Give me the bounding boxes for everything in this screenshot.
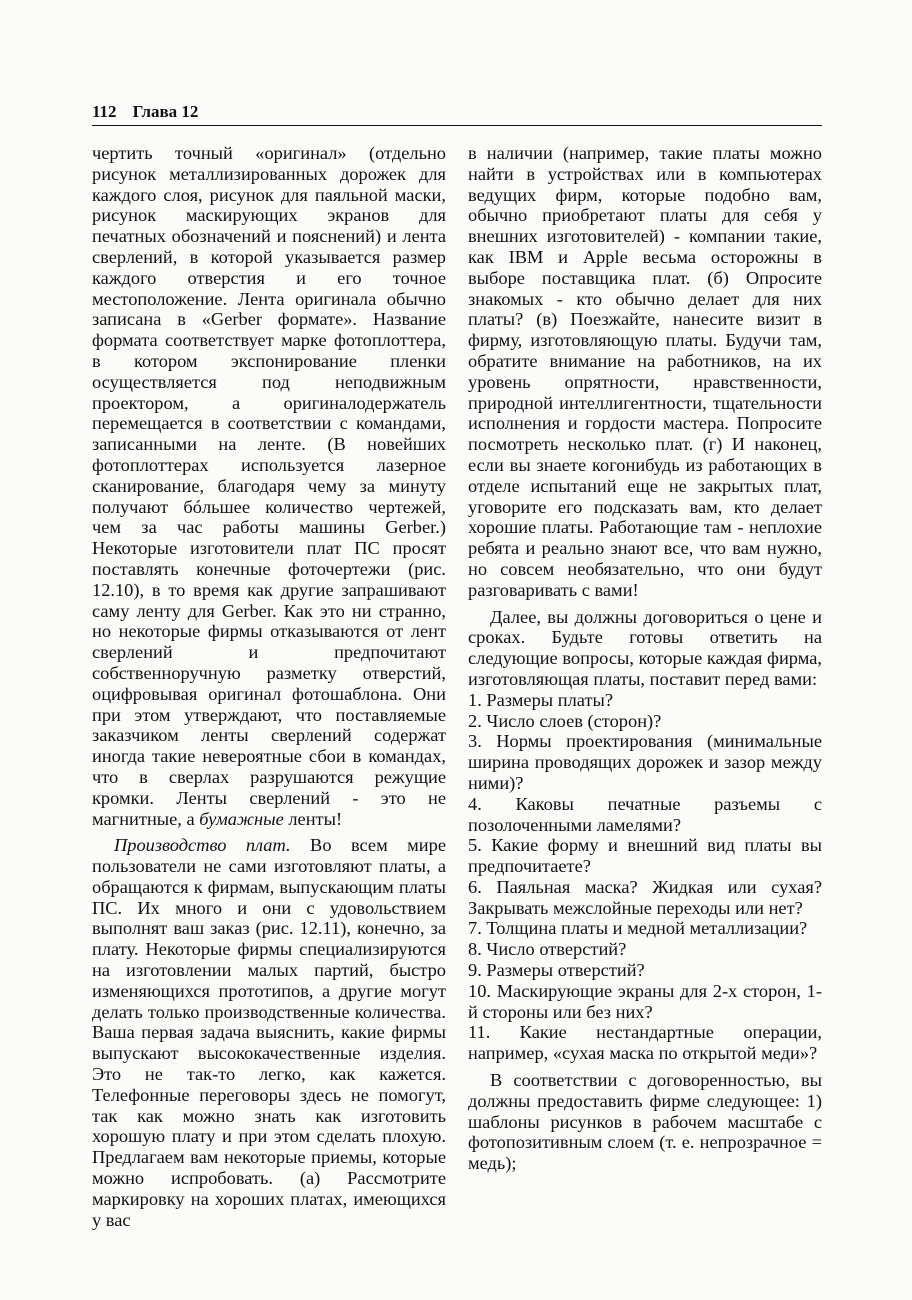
header-rule [92, 125, 822, 126]
list-item: 8. Число отверстий? [468, 939, 627, 960]
list-item: 4. Каковы печатные разъемы с позолоченными ламелями? [468, 793, 822, 835]
paragraph: В соответствии с договоренностью, вы должны предоставить фирме следующее: 1) шаблоны рисунков в рабочем масштабе с фотопозитивным слоем (т. е. непрозрачное = медь); [468, 1070, 822, 1174]
paragraph-text: чертить точный «оригинал» (отдельно рисунок металлизированных дорожек для каждого слоя, рисунок для паяльной маски, рисунок маскирующих экранов для печатных обозначений и пояснений) и лента сверлений, в которой указывается размер каждого отверстия и его точное местоположение. Лента оригинала обычно записана в «Gerber формате». Название формата соответствует марке фотоплоттера, в котором экспонирование пленки осуществляется под неподвижным проектором, а оригиналодержатель перемещается в соответствии с командами, записанными на ленте. (В новейших фотоплоттерах используется лазерное сканирование, благодаря чему за минуту получают бóльшее количество чертежей, чем за час работы машины Gerber.) Некоторые изготовители плат ПС просят поставлять конечные фоточертежи (рис. 12.10), в то время как другие запрашивают саму ленту для Gerber. Как это ни странно, но некоторые фирмы отказываются от лент сверлений и предпочитают собственноручную разметку отверстий, оцифровывая оригинал фотошаблона. Они при этом утверждают, что поставляемые заказчиком ленты сверлений содержат иногда такие невероятные сбои в командах, что в сверлах разрушаются режущие кромки. Ленты сверлений - это не магнитные, а [92, 143, 446, 829]
left-column [92, 143, 446, 1230]
paragraph: Далее, вы должны договориться о цене и сроках. Будьте готовы ответить на следующие вопросы, которые каждая фирма, изготовляющая платы, поставит перед вами: [468, 606, 822, 689]
italic-heading: Производство плат. [114, 835, 291, 856]
list-item: 11. Какие нестандартные операции, например, «сухая маска по открытой меди»? [468, 1022, 822, 1064]
paragraph-text: Во всем мире пользователи не сами изготовляют платы, а обращаются к фирмам, выпускающим платы ПС. Их много и они с удовольствием выполнят ваш заказ (рис. 12.11), конечно, за плату. Некоторые фирмы специализируются на изготовлении малых партий, быстро изменяющихся прототипов, а другие могут делать только производственные количества. Ваша первая задача выяснить, какие фирмы выпускают высококачественные изделия. Это не так-то легко, как кажется. Телефонные переговоры здесь не помогут, так как можно знать как изготовить хорошую плату и при этом сделать плохую. Предлагаем вам некоторые приемы, которые можно испробовать. (а) Рассмотрите маркировку на хороших платах, имеющихся у вас [92, 835, 446, 1230]
list-item: 7. Толщина платы и медной металлизации? [468, 918, 808, 939]
paragraph [92, 143, 446, 829]
page-number: 112 [92, 102, 117, 121]
list-item: 2. Число слоев (сторон)? [468, 710, 662, 731]
list-item: 3. Нормы проектирования (минимальные ширина проводящих дорожек и зазор между ними)? [468, 731, 822, 793]
list-item: 6. Паяльная маска? Жидкая или сухая? Закрывать межслойные переходы или нет? [468, 876, 822, 918]
running-header [92, 101, 822, 123]
chapter-title: Глава 12 [132, 102, 199, 121]
italic-text: бумажные [199, 808, 284, 829]
right-column [468, 143, 822, 1174]
paragraph [92, 835, 446, 1230]
list-item: 1. Размеры платы? [468, 689, 613, 710]
paragraph-text: ленты! [283, 808, 343, 829]
paragraph: в наличии (например, такие платы можно найти в устройствах или в компьютерах ведущих фирм, которые подобно вам, обычно приобретают платы для себя у внешних изготовителей) - компании такие, как IBM и Apple весьма осторожны в выборе поставщика плат. (б) Опросите знакомых - кто обычно делает для них платы? (в) Поезжайте, нанесите визит в фирму, изготовляющую платы. Будучи там, обратите внимание на работников, на их уровень опрятности, нравственности, природной интеллигентности, тщательности исполнения и гордости мастера. Попросите посмотреть несколько плат. (г) И наконец, если вы знаете когонибудь из работающих в отделе испытаний еще не закрытых плат, уговорите его подсказать вам, кто делает хорошие платы. Работающие там - неплохие ребята и реально знают все, что вам нужно, но совсем необязательно, что они будут разговаривать с вами! [468, 143, 822, 600]
list-item: 10. Маскирующие экраны для 2-х сторон, 1-й стороны или без них? [468, 980, 822, 1022]
list-item: 9. Размеры отверстий? [468, 960, 645, 981]
list-item: 5. Какие форму и внешний вид платы вы предпочитаете? [468, 835, 822, 877]
